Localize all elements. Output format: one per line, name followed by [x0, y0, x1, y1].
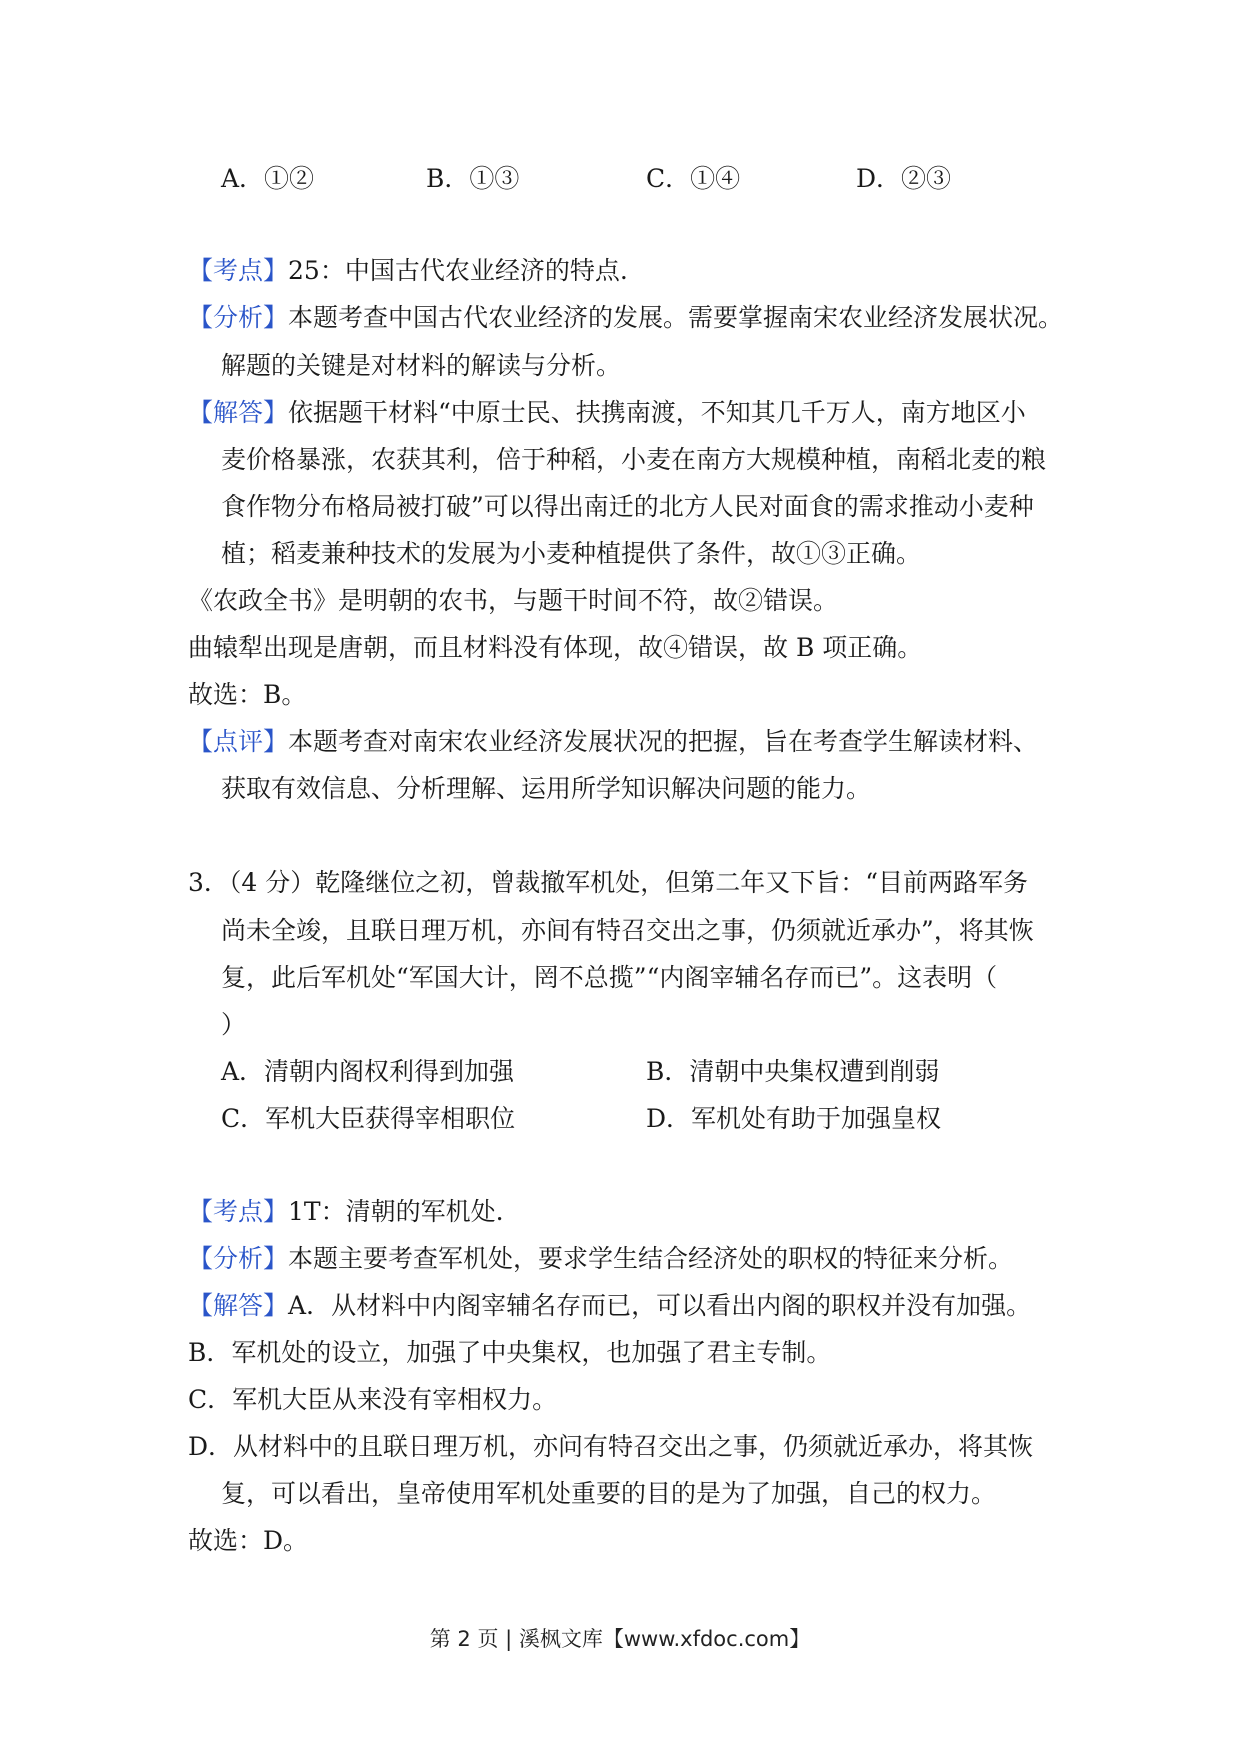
jieda-line: C．军机大臣从来没有宰相权力。	[188, 1385, 558, 1414]
jieda-line: 依据题干材料“中原士民、扶携南渡，不知其几千万人，南方地区小	[288, 398, 1026, 427]
jieda-line: 麦价格暴涨，农获其利，倍于种稻，小麦在南方大规模种植，南稻北麦的粮	[221, 445, 1047, 474]
dianping-tag: 【点评】	[188, 727, 289, 756]
fenxi-line: 解题的关键是对材料的解读与分析。	[221, 351, 622, 380]
jieda-tag: 【解答】	[188, 1291, 289, 1320]
q3-option-d: D．军机处有助于加强皇权	[646, 1104, 942, 1133]
jieda-answer: 故选：B。	[188, 680, 307, 709]
q2-option-a: A．①②	[221, 164, 315, 193]
jieda-tag: 【解答】	[188, 398, 289, 427]
q2-dianping	[188, 725, 1038, 759]
q3-option-a: A．清朝内阁权利得到加强	[221, 1057, 515, 1086]
dianping-line: 获取有效信息、分析理解、运用所学知识解决问题的能力。	[221, 774, 872, 803]
jieda-line: B．军机处的设立，加强了中央集权，也加强了君主专制。	[188, 1338, 832, 1367]
q3-stem: 复，此后军机处“军国大计，罔不总揽”“内阁宰辅名存而已”。这表明（	[221, 963, 998, 992]
q3-stem: 3．（4 分）乾隆继位之初，曾裁撤军机处，但第二年又下旨：“目前两路军务	[188, 868, 1029, 897]
q3-jieda	[188, 1289, 1031, 1323]
page-footer: 第 2 页 | 溪枫文库【www.xfdoc.com】	[429, 1627, 811, 1651]
jieda-line: 曲辕犁出现是唐朝，而且材料没有体现，故④错误，故 B 项正确。	[188, 633, 923, 662]
jieda-answer: 故选：D。	[188, 1526, 309, 1555]
jieda-line: D．从材料中的且联日理万机，亦问有特召交出之事，仍须就近承办，将其恢	[188, 1432, 1034, 1461]
q2-kaodian	[188, 254, 628, 288]
q3-stem: ）	[221, 1010, 247, 1039]
jieda-line: A．从材料中内阁宰辅名存而已，可以看出内阁的职权并没有加强。	[288, 1291, 1032, 1320]
q3-stem: 尚未全竣，且联日理万机，亦间有特召交出之事，仍须就近承办”，将其恢	[221, 916, 1034, 945]
q3-option-c: C．军机大臣获得宰相职位	[221, 1104, 516, 1133]
kaodian-text: 1T：清朝的军机处.	[288, 1197, 504, 1226]
fenxi-tag: 【分析】	[188, 1244, 289, 1273]
q2-fenxi	[188, 301, 1063, 335]
q2-option-b: B．①③	[426, 164, 520, 193]
jieda-line: 食作物分布格局被打破”可以得出南迁的北方人民对面食的需求推动小麦种	[221, 492, 1034, 521]
q3-kaodian	[188, 1195, 504, 1229]
kaodian-text: 25：中国古代农业经济的特点.	[288, 256, 628, 285]
q2-option-d: D．②③	[856, 164, 952, 193]
jieda-line: 《农政全书》是明朝的农书，与题干时间不符，故②错误。	[188, 586, 839, 615]
kaodian-tag: 【考点】	[188, 256, 289, 285]
q2-option-c: C．①④	[646, 164, 741, 193]
fenxi-text: 本题主要考查军机处，要求学生结合经济处的职权的特征来分析。	[288, 1244, 1014, 1273]
kaodian-tag: 【考点】	[188, 1197, 289, 1226]
q3-option-b: B．清朝中央集权遭到削弱	[646, 1057, 940, 1086]
dianping-line: 本题考查对南宋农业经济发展状况的把握，旨在考查学生解读材料、	[288, 727, 1039, 756]
q2-jieda	[188, 396, 1026, 430]
q3-fenxi	[188, 1242, 1013, 1276]
jieda-line: 复，可以看出，皇帝使用军机处重要的目的是为了加强，自己的权力。	[221, 1479, 997, 1508]
fenxi-line: 本题考查中国古代农业经济的发展。需要掌握南宋农业经济发展状况。	[288, 303, 1064, 332]
fenxi-tag: 【分析】	[188, 303, 289, 332]
jieda-line: 植；稻麦兼种技术的发展为小麦种植提供了条件，故①③正确。	[221, 539, 922, 568]
